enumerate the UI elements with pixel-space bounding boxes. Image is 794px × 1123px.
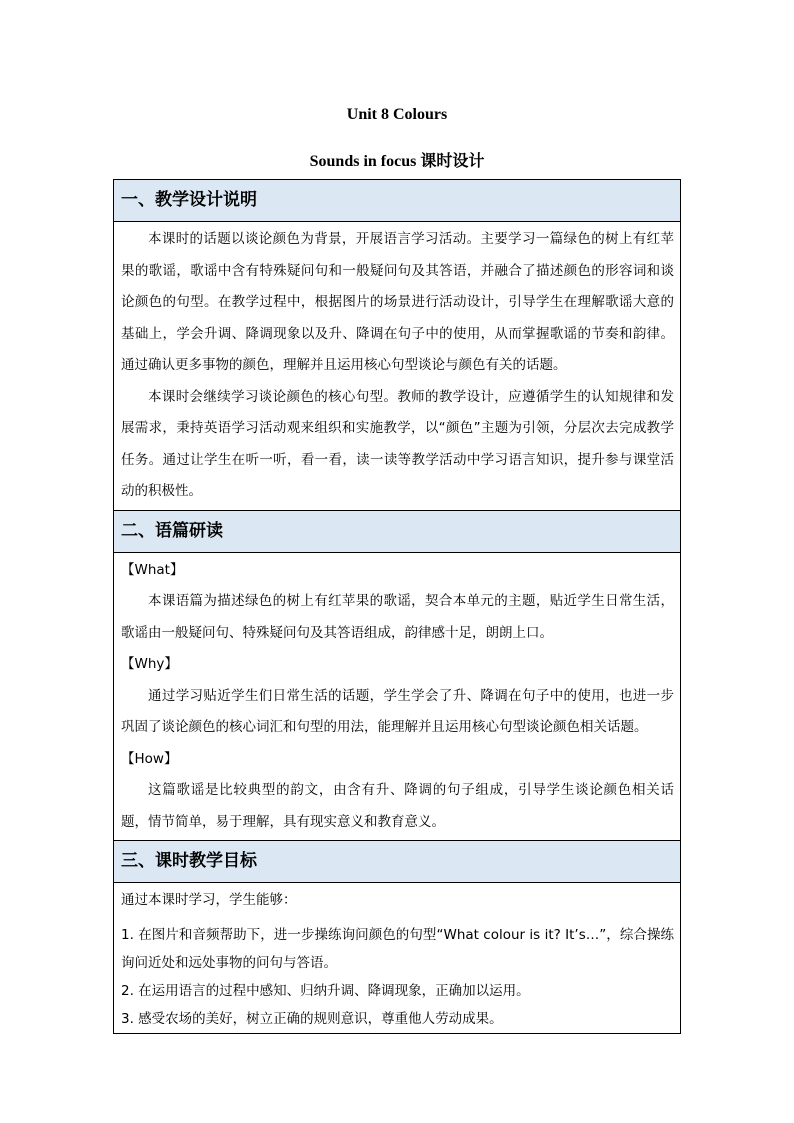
section2-body xyxy=(114,552,681,841)
document-title: Unit 8 Colours xyxy=(346,106,448,123)
what-tag: 【What】 xyxy=(121,561,184,578)
why-tag: 【Why】 xyxy=(121,656,178,672)
objectives-intro: 通过本课时学习，学生能够： xyxy=(121,892,297,908)
section3-body xyxy=(114,883,681,1034)
section1-paragraph: 本课时会继续学习谈论颜色的核心句型。教师的教学设计，应遵循学生的认知规律和发展需求，秉持英语学习活动观来组织和实施教学，以“颜色”主题为引领，分层次去完成教学任务。通过让学生在听一听，看一看，读一读等教学活动中学习语言知识，提升参与课堂活动的积极性。 xyxy=(121,388,674,499)
document-subtitle: Sounds in focus 课时设计 xyxy=(309,153,485,170)
why-text: 通过学习贴近学生们日常生活的话题，学生学会了升、降调在句子中的使用，也进一步巩固了谈论颜色的核心词汇和句型的用法，能理解并且运用核心句型谈论颜色相关话题。 xyxy=(121,687,674,735)
section1-paragraph: 本课时的话题以谈论颜色为背景，开展语言学习活动。主要学习一篇绿色的树上有红苹果的歌谣，歌谣中含有特殊疑问句和一般疑问句及其答语，并融合了描述颜色的形容词和谈论颜色的句型。在教学过程中，根据图片的场景进行活动设计，引导学生在理解歌谣大意的基础上，学会升调、降调现象以及升、降调在句子中的使用，从而掌握歌谣的节奏和韵律。通过确认更多事物的颜色，理解并且运用核心句型谈论与颜色有关的话题。 xyxy=(121,231,674,373)
section2-heading: 二、语篇研读 xyxy=(114,510,681,552)
how-tag: 【How】 xyxy=(121,750,178,767)
objective-item: 1. 在图片和音频帮助下，进一步操练询问颜色的句型“What colour is it? It’s…”，综合操练询问近处和远处事物的问句与答语。 xyxy=(121,927,674,971)
how-text: 这篇歌谣是比较典型的韵文，由含有升、降调的句子组成，引导学生谈论颜色相关话题，情节简单，易于理解，具有现实意义和教育意义。 xyxy=(121,782,674,830)
section1-heading: 一、教学设计说明 xyxy=(114,180,681,222)
section3-heading: 三、课时教学目标 xyxy=(114,841,681,883)
what-text: 本课语篇为描述绿色的树上有红苹果的歌谣，契合本单元的主题，贴近学生日常生活，歌谣由一般疑问句、特殊疑问句及其答语组成，韵律感十足，朗朗上口。 xyxy=(121,593,674,641)
objective-item: 3. 感受农场的美好，树立正确的规则意识，尊重他人劳动成果。 xyxy=(121,1011,503,1027)
section1-body xyxy=(114,222,681,511)
objective-item: 2. 在运用语言的过程中感知、归纳升调、降调现象，正确加以运用。 xyxy=(121,983,530,999)
lesson-design-table xyxy=(113,179,681,1034)
